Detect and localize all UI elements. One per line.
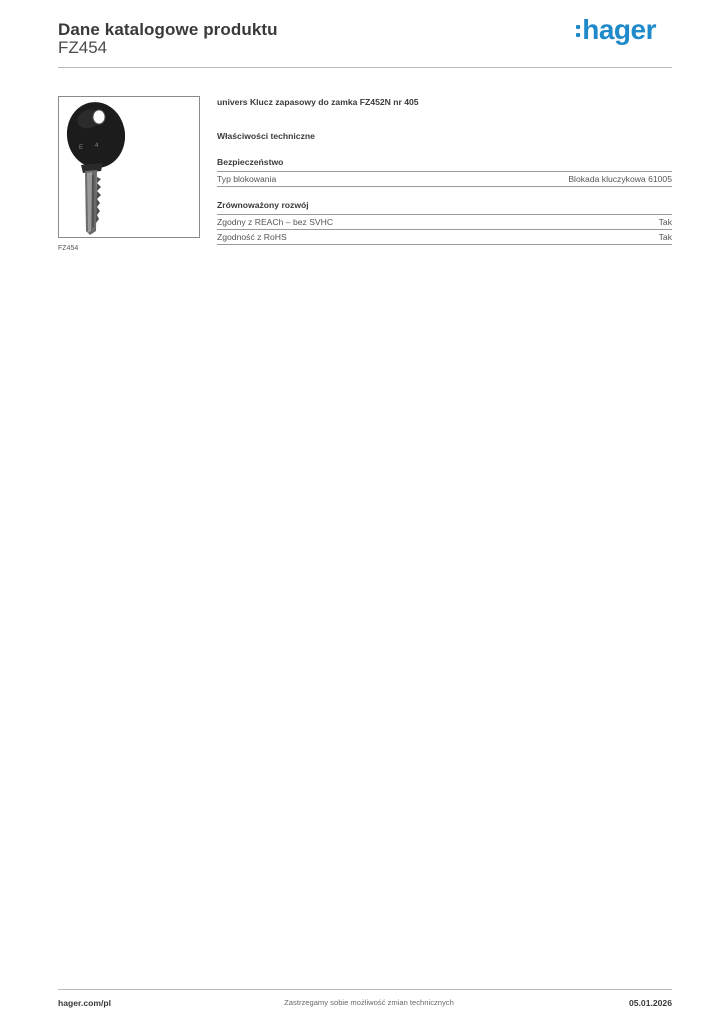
footer-website-link[interactable]: hager.com/pl — [58, 998, 112, 1008]
footer-divider — [58, 989, 672, 990]
key-icon — [59, 97, 199, 237]
property-group-sustainability — [217, 199, 672, 245]
property-group-safety — [217, 156, 672, 187]
logo-text: hager — [582, 14, 656, 45]
product-description: univers Klucz zapasowy do zamka FZ452N nr 405 — [217, 97, 419, 107]
property-value: Tak — [658, 232, 672, 242]
page-title: Dane katalogowe produktu — [58, 20, 278, 39]
svg-text:E: E — [79, 145, 84, 151]
property-value: Tak — [658, 217, 672, 227]
header-divider — [58, 67, 672, 68]
technical-properties-heading: Właściwości techniczne — [217, 131, 315, 141]
hager-logo — [576, 14, 656, 46]
product-image — [58, 96, 200, 238]
footer-disclaimer: Zastrzegamy sobie możliwość zmian technicznych — [284, 998, 454, 1007]
property-label: Zgodność z RoHS — [217, 232, 287, 242]
property-row — [217, 172, 672, 187]
svg-text:4: 4 — [95, 143, 99, 149]
property-label: Zgodny z REACh – bez SVHC — [217, 217, 334, 227]
product-code: FZ454 — [58, 38, 108, 57]
property-row — [217, 230, 672, 245]
footer-date: 05.01.2026 — [628, 998, 672, 1008]
image-caption: FZ454 — [58, 245, 79, 252]
logo-dots-icon — [576, 25, 580, 37]
property-value: Blokada kluczykowa 61005 — [568, 174, 672, 184]
property-label: Typ blokowania — [217, 174, 277, 184]
group-title: Bezpieczeństwo — [217, 156, 672, 172]
group-title: Zrównoważony rozwój — [217, 199, 672, 215]
product-details — [217, 96, 672, 245]
property-row — [217, 215, 672, 230]
